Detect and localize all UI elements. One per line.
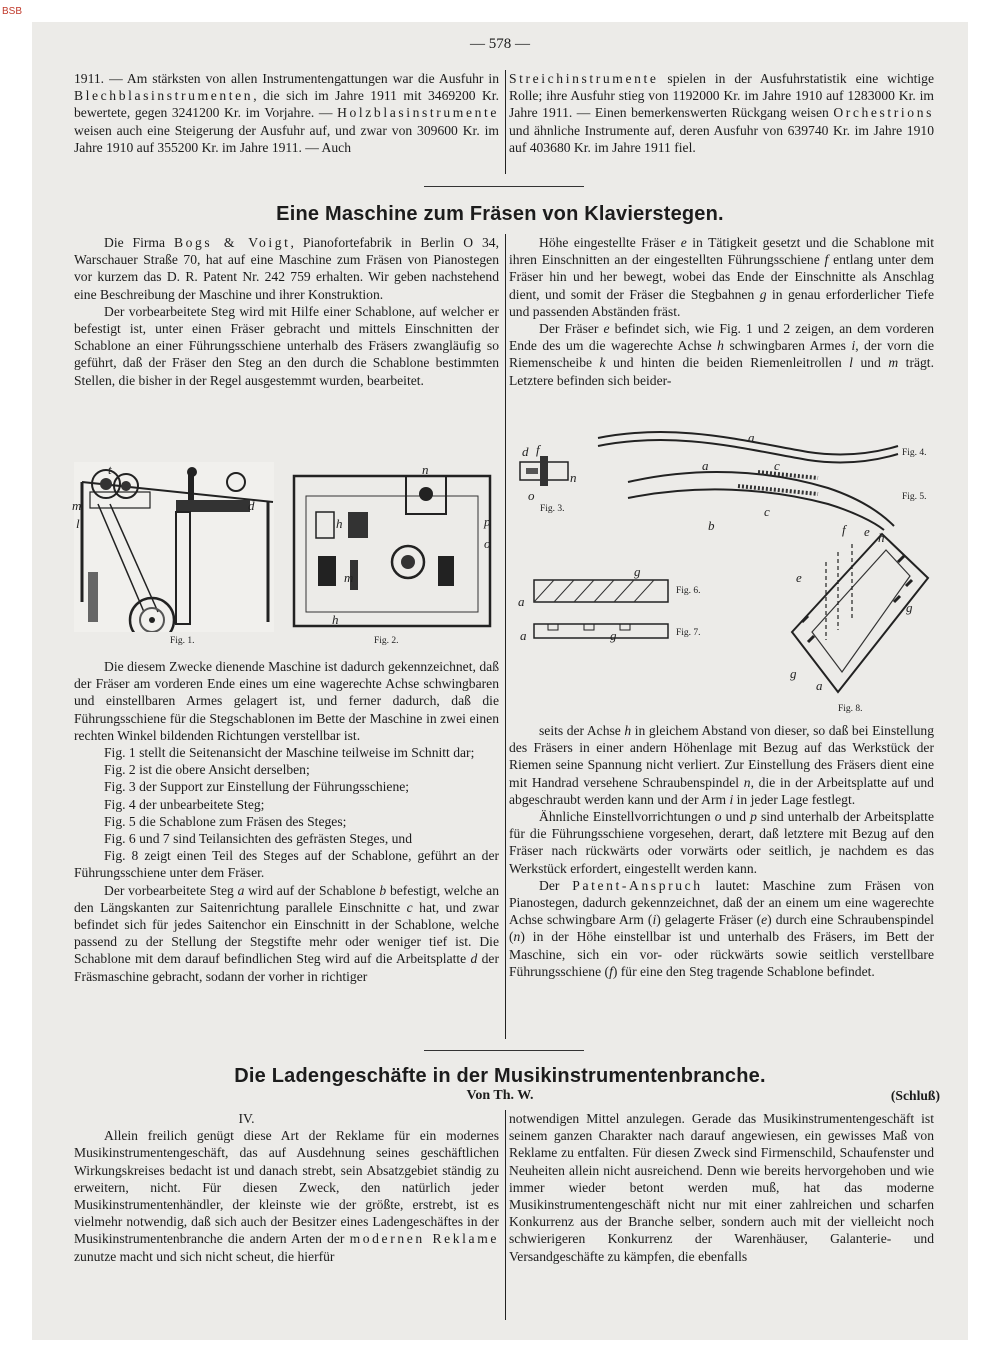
svg-text:a: a	[702, 458, 709, 473]
text-run: o	[714, 809, 722, 825]
figure-8-caption: Fig. 8.	[838, 704, 863, 714]
text-run: schwingbaren Armes	[723, 338, 852, 354]
paragraph	[74, 1127, 499, 1265]
text-run: seits der Achse	[539, 723, 625, 738]
text-run: m	[888, 355, 899, 371]
svg-text:f: f	[536, 442, 540, 457]
figure-1-caption: Fig. 1.	[170, 636, 195, 646]
text-run: ) durch eine Schraubenspindel (	[509, 912, 934, 945]
text-run: f	[824, 252, 829, 268]
article2-byline: Von Th. W.	[466, 1088, 534, 1103]
svg-text:o: o	[484, 536, 491, 551]
article1-left-upper	[74, 234, 499, 389]
text-run: Die diesem Zwecke dienende Maschine ist dadurch gekennzeichnet, daß der Fräser am vorderen Ende eines um eine wagerechte Achse schwingbaren und einstellbaren Armes gelagert ist, und ferner dadurch, daß die Führungsschiene für die Stegschablonen im Bette der Maschine in zwei einen rechten Winkel bildenden Richtungen verstellbar ist.	[74, 659, 499, 743]
text-run: Patent-Anspruch	[572, 877, 703, 893]
paragraph	[74, 761, 499, 778]
text-run: in jeder Lage festlegt.	[733, 791, 856, 807]
text-run: , die in der Arbeitsplatte auf und abgeschraubt werden kann und der Arm	[509, 774, 934, 807]
text-run: Allein freilich genügt diese Art der Reklame für ein modernes Musikinstrumentengeschäft, das auf Ausdehnung seines geschäftlichen Wirkungskreises bedacht ist und danach strebt, sein Absatzgebiet ständig zu erweitern, nicht. Für diesen Zweck, den natürlich jeder Musikinstrumentenhändler, der kleinste wie der größte, erstrebt, ist es vielmehr notwendig, daß sich auch der Besitzer eines Ladengeschäftes in der Musikinstrumentenbranche die andern Arten der	[74, 1128, 499, 1247]
figure-1-machine-side-view	[68, 432, 284, 632]
page-number: — 578 —	[470, 36, 530, 52]
text-run: Höhe eingestellte Fräser	[539, 235, 681, 250]
svg-text:m: m	[344, 570, 354, 585]
text-run: Die Firma	[104, 235, 174, 250]
text-run: und	[852, 355, 889, 371]
text-run: Der	[539, 877, 573, 893]
svg-text:g: g	[610, 628, 617, 643]
paragraph	[509, 877, 934, 980]
svg-text:c: c	[774, 458, 780, 473]
text-run: a	[237, 882, 245, 898]
svg-text:f: f	[842, 522, 846, 537]
text-run: spielen in der Ausfuhrstatistik eine wichtige Rolle; ihre Ausfuhr stieg von 1192000 Kr. im Jahre 1910 auf 1283000 Kr. im Jahre 1911. — Einen bemerkenswerten Rückgang weisen	[509, 71, 934, 121]
text-run: Fig. 4 der unbearbeitete Steg;	[104, 796, 265, 812]
text-run: Orchestrions	[833, 105, 934, 121]
text-run: i	[851, 338, 856, 354]
top-left-column	[74, 70, 499, 156]
article2-title: Die Ladengeschäfte in der Musikinstrumentenbranche.	[234, 1065, 766, 1087]
text-run: zunutze macht und sich nicht scheut, die hierfür	[74, 1248, 335, 1264]
text-run: n	[743, 774, 751, 790]
text-run: Der Fräser	[539, 321, 604, 337]
text-run: , der vorn die Riemenscheibe	[509, 338, 934, 371]
paragraph	[74, 303, 499, 389]
text-run: weisen auch eine Steigerung der Ausfuhr auf, und zwar von 309600 Kr. im Jahre 1910 auf 355200 Kr. im Jahre 1911. — Auch	[74, 122, 499, 155]
paragraph	[74, 847, 499, 881]
text-run: k	[599, 355, 606, 371]
paragraph	[509, 234, 934, 320]
text-run: p	[750, 809, 757, 825]
figure-5-caption: Fig. 5.	[902, 492, 927, 502]
paragraph	[74, 234, 499, 303]
text-run: d	[470, 951, 478, 967]
paragraph	[509, 320, 934, 389]
article2-section-number: IV.	[238, 1111, 255, 1126]
section-separator	[424, 1050, 584, 1051]
text-run: Streichinstrumente	[509, 71, 659, 86]
svg-text:h: h	[336, 516, 343, 531]
svg-text:n: n	[422, 462, 429, 477]
text-run: in genau erforderlicher Tiefe und passenden Abständen fräst.	[509, 286, 934, 319]
article1-right-lower	[509, 722, 934, 980]
article2-note: (Schluß)	[890, 1088, 940, 1103]
text-run: i	[652, 912, 657, 928]
text-run: wird auf der Schablone	[244, 882, 380, 898]
text-run: Bogs & Voigt	[173, 235, 291, 250]
figure-3-caption: Fig. 3.	[540, 504, 565, 514]
library-watermark: BSB	[2, 6, 23, 17]
figure-2-top-view	[288, 462, 508, 632]
svg-text:g: g	[790, 666, 797, 681]
svg-text:t: t	[108, 462, 112, 477]
column-divider	[505, 234, 506, 1039]
text-run: ) in der Höhe einstellbar ist und unterhalb des Fräsers, im Bett der Maschine, sich ein vor- oder rückwärts sowie seitlich verstellbare Führungsschiene (	[509, 929, 934, 979]
svg-text:a: a	[518, 594, 525, 609]
figure-6-caption: Fig. 6.	[676, 586, 701, 596]
top-right-paragraph	[509, 70, 934, 156]
paragraph	[74, 830, 499, 847]
text-run: e	[603, 321, 610, 337]
paragraph	[509, 1110, 934, 1265]
text-run: hat, und zwar befindet sich für jedes Saitenchor ein Einschnitt in der Schablone, welche passend zu der Stellung der Stegstifte mehr oder weniger tief ist. Die Schablone mit dem darauf befindlichen Steg wird auf die Arbeitsplatte	[74, 899, 499, 967]
paragraph	[509, 808, 934, 877]
text-run: l	[849, 355, 853, 371]
svg-text:n: n	[570, 470, 577, 485]
text-run: in gleichem Abstand von dieser, so daß bei Einstellung des Fräsers in einer andern Höhenlage mit Bezug auf das Werkstück der Riemen seine Spannung nicht verliert. Zur Einstellung des Fräsers dient eine mit Handrad versehene Schraubenspindel	[509, 723, 934, 790]
svg-text:p: p	[484, 514, 491, 529]
text-run: c	[406, 899, 413, 915]
figure-2-caption: Fig. 2.	[374, 636, 399, 646]
paragraph	[74, 796, 499, 813]
text-run: ) gelagerte Fräser (	[656, 912, 762, 928]
column-divider	[505, 1110, 506, 1320]
scanned-page	[32, 22, 968, 1340]
text-run: befindet sich, wie Fig. 1 und 2 zeigen, an dem vorderen Ende des um die wagerechte Achse	[509, 321, 934, 354]
text-run: und hinten die beiden Riemenleitrollen	[605, 355, 850, 371]
article1-left-lower	[74, 658, 499, 985]
svg-text:c: c	[764, 504, 770, 519]
article1-right-upper	[509, 234, 934, 389]
text-run: Ähnliche Einstellvorrichtungen	[539, 809, 715, 825]
svg-text:a: a	[748, 430, 755, 445]
text-run: e	[680, 235, 687, 250]
text-run: Fig. 3 der Support zur Einstellung der Führungsschiene;	[104, 779, 410, 795]
figure-7-caption: Fig. 7.	[676, 628, 701, 638]
text-run: g	[759, 286, 767, 302]
text-run: sind unterhalb der Arbeitsplatte für die Führungsschiene vorgesehen, derart, daß letztere mit Bezug auf den Fräser nach rückwärts oder vorwärts oder seitlich, je nachdem es das Werkstück erfordert, eingestellt werden kann.	[509, 809, 934, 876]
paragraph	[74, 658, 499, 744]
article2-right-text	[509, 1110, 934, 1265]
text-run: h	[717, 338, 724, 354]
svg-text:m: m	[72, 498, 82, 513]
svg-text:d: d	[248, 498, 255, 513]
text-run: in Tätigkeit gesetzt und die Schablone mit ihren Einschnitten an der eingestellten Führungsschiene	[509, 235, 935, 268]
article1-right-lower-text	[509, 722, 934, 980]
svg-text:o: o	[528, 488, 535, 503]
top-right-column	[509, 70, 934, 156]
svg-text:g: g	[906, 600, 913, 615]
figure-8-bridge-on-template	[782, 522, 938, 698]
paragraph	[74, 778, 499, 795]
text-run: und	[721, 809, 751, 825]
figure-6-7-milled-bridge	[514, 562, 674, 652]
svg-text:d: d	[522, 444, 529, 459]
text-run: Fig. 1 stellt die Seitenansicht der Maschine teilweise im Schnitt dar;	[104, 745, 475, 761]
svg-text:h: h	[878, 530, 885, 545]
text-run: 1911. — Am stärksten von allen Instrumentengattungen war die Ausfuhr in	[74, 71, 499, 86]
text-run: lautet: Maschine zum Fräsen von Pianostegen, dadurch gekennzeichnet, daß der an einem um eine wagerechte Achse schwingbare Arm (	[509, 877, 934, 928]
section-separator	[424, 186, 584, 187]
text-run: und ähnliche Instrumente auf, deren Ausfuhr von 639740 Kr. im Jahre 1910 auf 403680 Kr. im Jahre 1911 fiel.	[509, 122, 934, 155]
article-title: Eine Maschine zum Fräsen von Klavierstegen.	[276, 203, 724, 225]
article1-left-upper-text	[74, 234, 499, 389]
top-left-paragraph	[74, 70, 499, 156]
article2-left	[74, 1110, 499, 1265]
svg-text:a: a	[816, 678, 823, 693]
text-run: i	[729, 791, 734, 807]
text-run: , Pianofortefabrik in Berlin O 34, Warschauer Straße 70, hat auf eine Maschine zum Fräsen von Pianostegen vor kurzem das D. R. Patent Nr. 242 759 erhalten. Wir geben nachstehend eine Beschreibung der Maschine und ihrer Konstruktion.	[74, 235, 499, 302]
text-run: Holzblasinstrumente	[337, 105, 499, 121]
text-run: e	[761, 912, 768, 928]
text-run: b	[379, 882, 387, 898]
svg-text:e: e	[796, 570, 802, 585]
paragraph	[74, 882, 499, 985]
text-run: f	[609, 963, 613, 979]
svg-text:g: g	[634, 564, 641, 579]
svg-text:e: e	[864, 524, 870, 539]
figure-4-caption: Fig. 4.	[902, 448, 927, 458]
text-run: modernen Reklame	[349, 1231, 500, 1247]
text-run: Fig. 2 ist die obere Ansicht derselben;	[104, 762, 310, 778]
text-run: Blechblasinstrumenten	[74, 88, 254, 104]
text-run: notwendigen Mittel anzulegen. Gerade das Musikinstrumentengeschäft ist seinem ganzen Charakter nach darauf angewiesen, ein gewisses Maß von Reklame zu entfalten. Für diesen Zweck sind Firmenschild, Schaufenster und Neuheiten allein nicht ausreichend. Denn wie bereits hervorgehoben und wie immer wieder betont werden muß, hat das moderne Musikinstrumentengeschäft nicht nur mit einer zahlreichen und scharfen Konkurrenz aus der Branche selber, sondern auch mit der vielleicht noch schwierigeren Konkurrenz der Warenhäuser, Galanterie- und Versandgeschäfte zu kämpfen, die ebenfalls	[509, 1111, 934, 1264]
article1-right-upper-text	[509, 234, 934, 389]
svg-text:h: h	[332, 612, 339, 627]
svg-text:a: a	[520, 628, 527, 643]
paragraph	[74, 744, 499, 761]
text-run: ) für eine den Steg tragende Schablone befindet.	[612, 963, 875, 979]
text-run: Der vorbearbeitete Steg wird mit Hilfe einer Schablone, auf welcher er befestigt ist, unter einen Fräser gebracht und mittels Einschnitten der Schablone an einer Führungsschiene unterhalb des Fräsers zwangläufig so geführt, daß der Fräser den Steg an den durch die Schablone bestimmten Stellen, die bisher in der Regel ausgestemmt wurden, bearbeitet.	[74, 303, 499, 388]
text-run: trägt. Letztere befinden sich beider-	[509, 355, 934, 388]
text-run: entlang unter dem Fräser hin und her bewegt, wobei das Ende der Einschnitte als Anschlag dient, und somit der Fräser die Stegbahnen	[509, 252, 934, 302]
figure-3-support	[514, 442, 584, 512]
column-divider	[505, 70, 506, 174]
figure-4-5-bridge-and-template	[588, 422, 908, 532]
text-run: h	[624, 723, 632, 738]
text-run: befestigt, welche an den Längskanten zur Saitenrichtung parallele Einschnitte	[74, 882, 500, 915]
text-run: Fig. 8 zeigt einen Teil des Steges auf der Schablone, geführt an der Führungsschiene unter dem Fräser.	[74, 848, 499, 881]
text-run: Der vorbearbeitete Steg	[104, 882, 238, 898]
article2-left-text	[74, 1127, 499, 1265]
article1-left-lower-text	[74, 658, 499, 985]
svg-text:b: b	[708, 518, 715, 532]
article2-right	[509, 1110, 934, 1265]
text-run: , die sich im Jahre 1911 mit 3469200 Kr. bewertete, gegen 3241200 Kr. im Vorjahre. —	[74, 88, 499, 121]
text-run: Fig. 6 und 7 sind Teilansichten des gefrästen Steges, und	[104, 831, 413, 847]
text-run: der Fräsmaschine gebracht, sodann der vorher in richtiger	[74, 951, 499, 984]
paragraph	[74, 813, 499, 830]
text-run: Fig. 5 die Schablone zum Fräsen des Steges;	[104, 813, 347, 829]
paragraph	[509, 722, 934, 808]
svg-text:l: l	[76, 516, 80, 531]
text-run: n	[513, 929, 521, 945]
